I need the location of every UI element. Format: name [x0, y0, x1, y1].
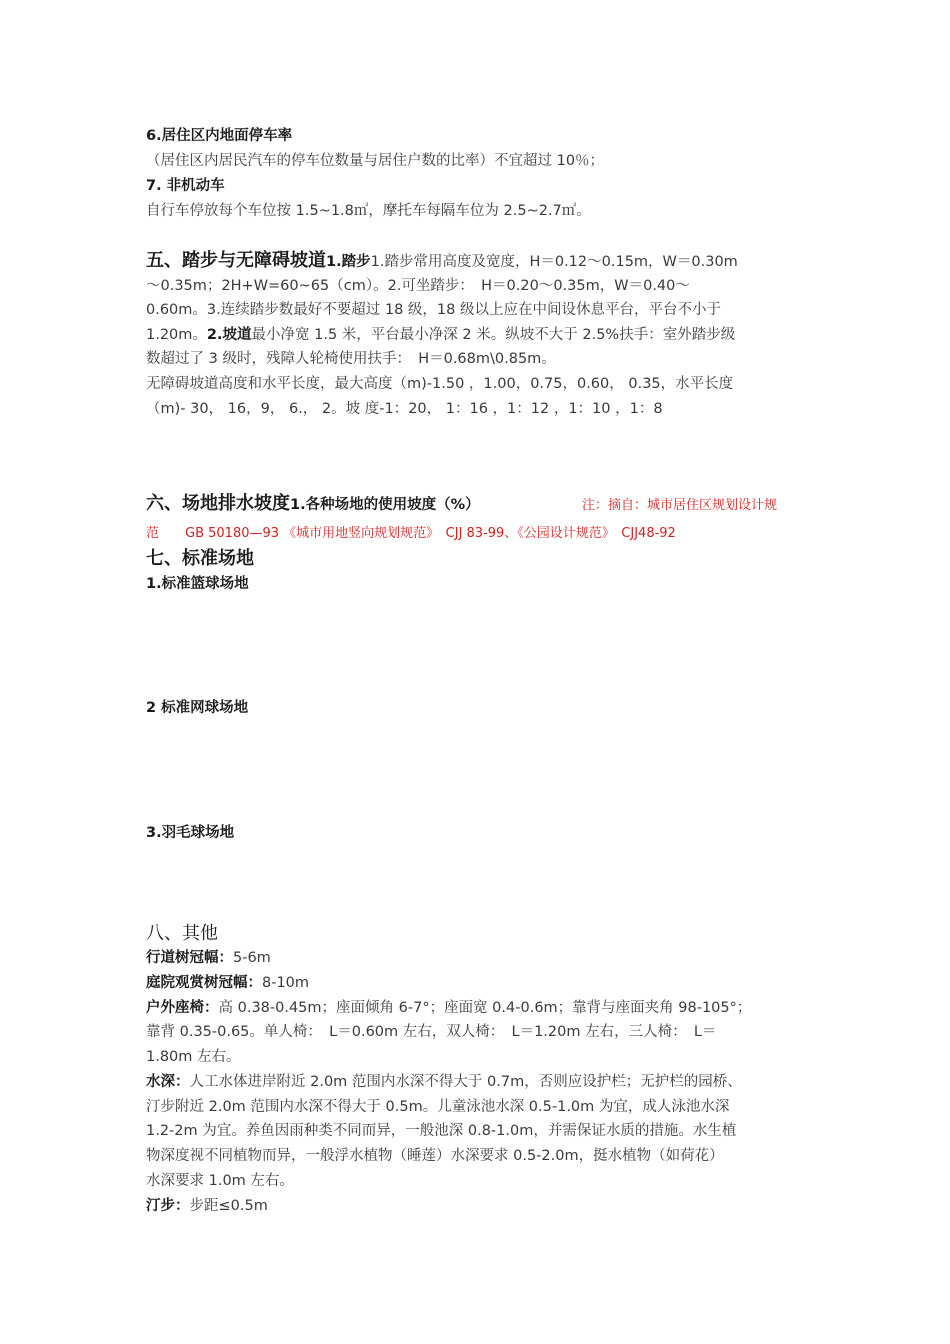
sec7-item3: 3.羽毛球场地	[146, 825, 235, 841]
sec7-item2: 2 标准网球场地	[146, 700, 249, 716]
s6-body: （居住区内居民汽车的停车位数量与居住户数的比率）不宜超过 10％；	[146, 153, 605, 169]
sec6-note1: 注：摘自：城市居住区规划设计规	[582, 498, 778, 513]
sec8-garden	[146, 971, 309, 996]
sec8-water-line4: 物深度视不同植物而异，一般浮水植物（睡莲）水深要求 0.5-2.0m，挺水植物（如荷花）	[146, 1148, 724, 1164]
sec5-line2: ～0.35m；2H+W=60~65（cm）。2.可坐踏步： H＝0.20～0.35m，W＝0.40～	[146, 278, 690, 294]
step-value: 步距≤0.5m	[189, 1198, 268, 1214]
sec8-seat-line1	[146, 996, 751, 1021]
sec7-item1: 1.标准篮球场地	[146, 576, 249, 592]
sec5-line5: 数超过了 3 级时，残障人轮椅使用扶手： H＝0.68m\0.85m。	[146, 351, 556, 367]
sec8-seat-line2: 靠背 0.35-0.65。单人椅： L＝0.60m 左右，双人椅： L＝1.20m 左右，三人椅： L＝	[146, 1024, 717, 1040]
sec5-l4c: 最小净宽 1.5 米，平台最小净深 2 米。纵坡不大于 2.5%扶手：室外踏步级	[251, 327, 736, 343]
sec8-step	[146, 1194, 268, 1219]
water-l1: 人工水体进岸附近 2.0m 范围内水深不得大于 0.7m，否则应设护栏；无护栏的园桥、	[189, 1074, 742, 1090]
sec8-water-line3: 1.2-2m 为宜。养鱼因雨种类不同而异，一般池深 0.8-1.0m，并需保证水质的措施。水生植	[146, 1123, 737, 1139]
sec5-sub: 1.踏步	[326, 254, 371, 270]
tree-label: 行道树冠幅：	[146, 950, 233, 966]
sec5-line6: 无障碍坡道高度和水平长度，最大高度（m)-1.50 ，1.00，0.75，0.60， 0.35，水平长度	[146, 376, 734, 392]
sec5-l1: 1.踏步常用高度及宽度，H＝0.12～0.15m，W＝0.30m	[370, 254, 738, 270]
garden-value: 8-10m	[262, 975, 310, 991]
seat-l1: 高 0.38-0.45m；座面倾角 6-7°；座面宽 0.4-0.6m；靠背与座面夹角 98-105°；	[218, 1000, 752, 1016]
step-label: 汀步：	[146, 1198, 190, 1214]
s6-title: 6.居住区内地面停车率	[146, 128, 293, 144]
garden-label: 庭院观赏树冠幅：	[146, 975, 262, 991]
sec6-heading: 六、场地排水坡度	[146, 493, 290, 514]
s7-body: 自行车停放每个车位按 1.5~1.8㎡，摩托车每隔车位为 2.5~2.7㎡。	[146, 203, 591, 219]
sec7-heading: 七、标准场地	[146, 548, 254, 569]
sec6-line1	[146, 492, 480, 518]
sec6-note2: 范 GB 50180—93 《城市用地竖向规划规范》 CJJ 83-99、《公园设计规范》 CJJ48-92	[146, 526, 676, 541]
tree-value: 5-6m	[233, 950, 271, 966]
sec8-water-line2: 汀步附近 2.0m 范围内水深不得大于 0.5m。儿童泳池水深 0.5-1.0m 为宜，成人泳池水深	[146, 1099, 730, 1115]
sec5-line3: 0.60m。3.连续踏步数最好不要超过 18 级，18 级以上应在中间设休息平台，平台不小于	[146, 302, 721, 318]
sec8-water-line1	[146, 1070, 742, 1095]
s7-title: 7. 非机动车	[146, 178, 225, 194]
sec8-seat-line3: 1.80m 左右。	[146, 1049, 241, 1065]
sec5-l4b: 2.坡道	[206, 327, 252, 343]
sec8-water-line5: 水深要求 1.0m 左右。	[146, 1173, 294, 1189]
sec5-l4a: 1.20m。	[146, 327, 207, 343]
sec8-heading: 八、其他	[146, 923, 218, 944]
water-label: 水深：	[146, 1074, 190, 1090]
sec5-line7: （m)- 30， 16，9， 6.， 2。坡 度-1：20， 1：16 ，1：12 ，1：10 ，1：8	[146, 401, 663, 417]
sec5-heading: 五、踏步与无障碍坡道	[146, 250, 326, 271]
sec6-sub: 1.各种场地的使用坡度（%）	[290, 497, 480, 513]
sec8-tree	[146, 946, 271, 971]
sec5-line4	[146, 323, 735, 348]
sec5-line1	[146, 249, 738, 275]
seat-label: 户外座椅：	[146, 1000, 219, 1016]
